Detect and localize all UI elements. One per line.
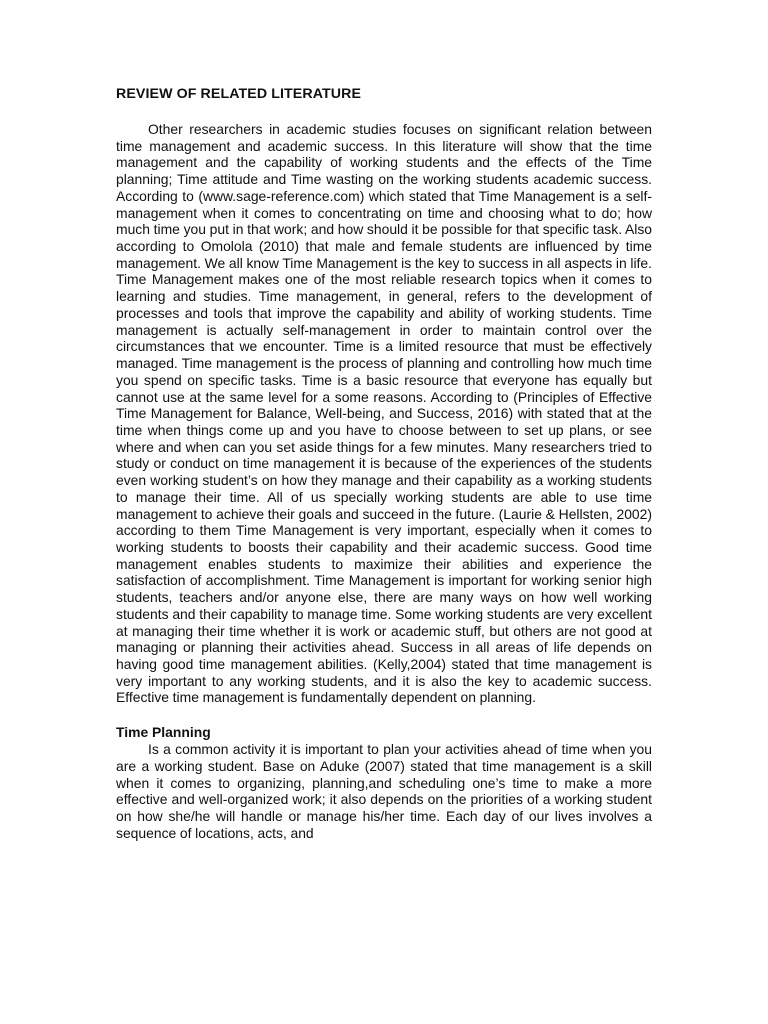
document-body [116, 86, 652, 841]
section-heading-time-planning: Time Planning [116, 724, 211, 741]
intro-paragraph: Other researchers in academic studies focuses on significant relation between time management and academic success. In this literature will show that the time management and the capability of working students and the effects of the Time planning; Time attitude and Time wasting on the working students academic success. According to (www.sage-reference.com) which stated that Time Management is a self-management when it comes to concentrating on time and choosing what to do; how much time you put in that work; and how should it be possible for that specific task. Also according to Omolola (2010) that male and female students are influenced by time management. We all know Time Management is the key to success in all aspects in life. Time Management makes one of the most reliable research topics when it comes to learning and studies. Time management, in general, refers to the development of processes and tools that improve the capability and ability of working students. Time management is actually self-management in order to maintain control over the circumstances that we encounter. Time is a limited resource that must be effectively managed. Time management is the process of planning and controlling how much time you spend on specific tasks. Time is a basic resource that everyone has equally but cannot use at the same level for a some reasons. According to (Principles of Effective Time Management for Balance, Well-being, and Success, 2016) with stated that at the time when things come up and you have to choose between to set up plans, or see where and when can you set aside things for a few minutes. Many researchers tried to study or conduct on time management it is because of the experiences of the students even working student’s on how they manage and their capability as a working students to manage their time. All of us specially working students are able to use time management to achieve their goals and succeed in the future. (Laurie & Hellsten, 2002) according to them Time Management is very important, especially when it comes to working students to boosts their capability and their academic success. Good time management enables students to maximize their abilities and experience the satisfaction of accomplishment. Time Management is important for working senior high students, teachers and/or anyone else, there are many ways on how well working students and their capability to manage time. Some working students are very excellent at managing their time whether it is work or academic stuff, but others are not good at managing or planning their activities ahead. Success in all areas of life depends on having good time management abilities. (Kelly,2004) stated that time management is very important to any working students, and it is also the key to academic success. Effective time management is fundamentally dependent on planning. [116, 121, 652, 706]
time-planning-paragraph: Is a common activity it is important to plan your activities ahead of time when you are a working student. Base on Aduke (2007) stated that time management is a skill when it comes to organizing, planning,and scheduling one’s time to make a more effective and well-organized work; it also depends on the priorities of a working student on how she/he will handle or manage his/her time. Each day of our lives involves a sequence of locations, acts, and [116, 741, 652, 841]
document-title: REVIEW OF RELATED LITERATURE [116, 86, 362, 102]
